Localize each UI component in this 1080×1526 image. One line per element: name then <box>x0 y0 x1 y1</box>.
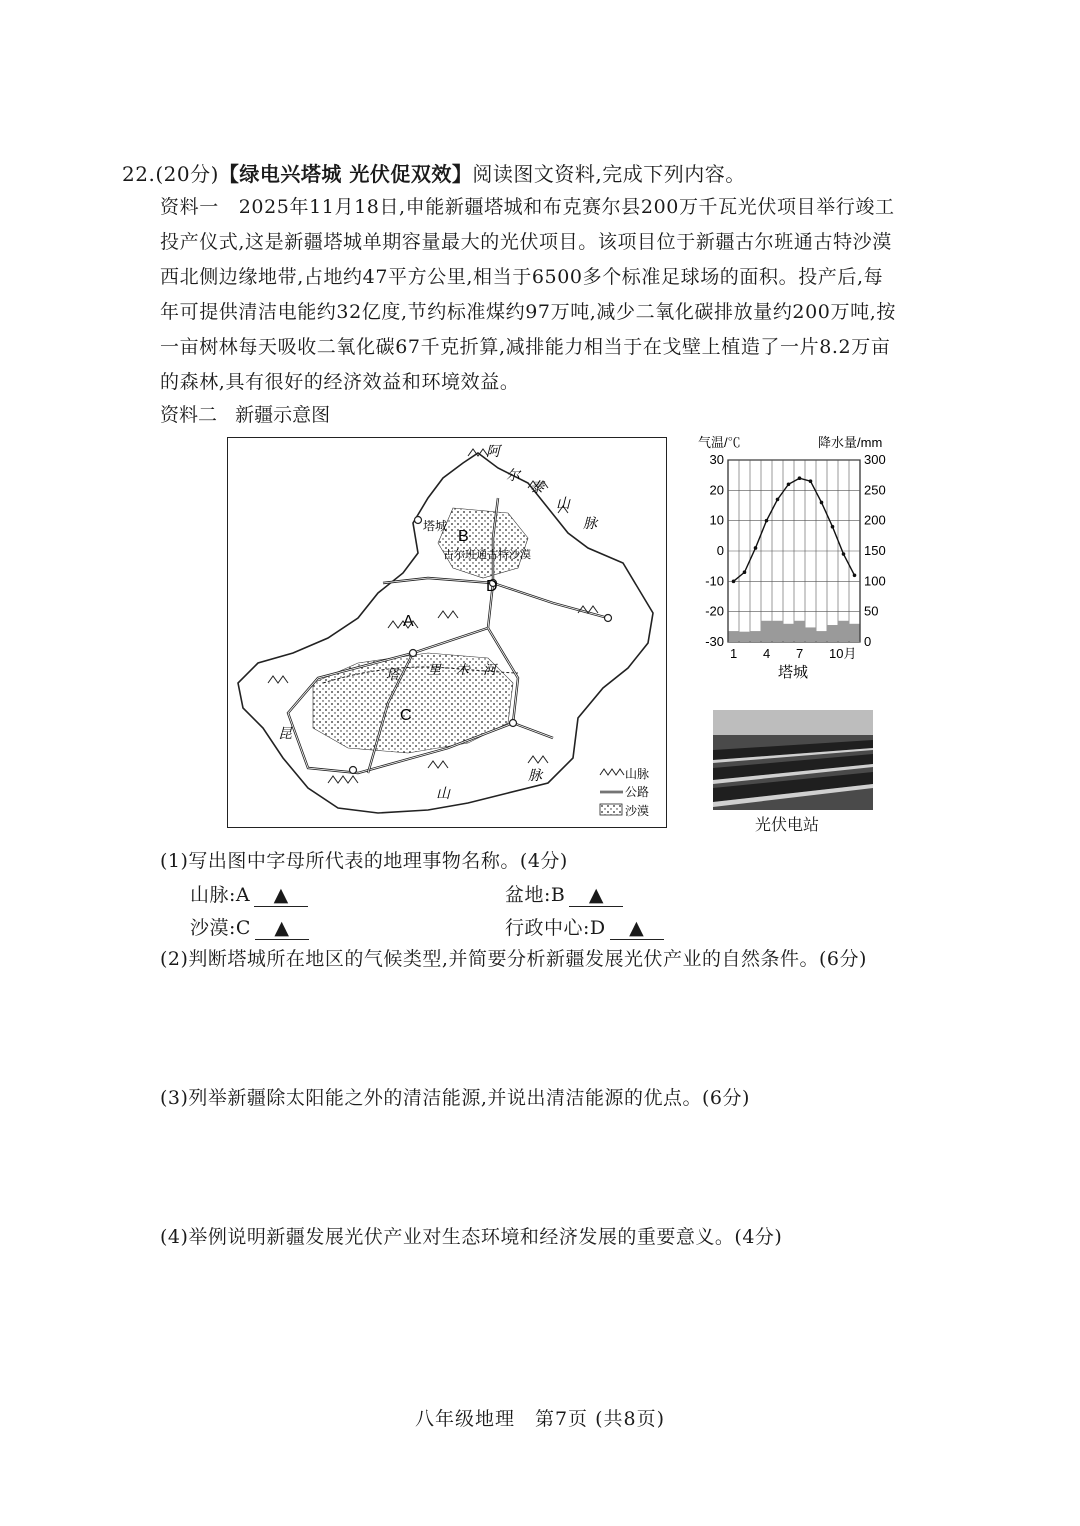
material-one-line: 资料一 2025年11月18日,申能新疆塔城和布克赛尔县200万千瓦光伏项目举行竣工 <box>160 196 895 218</box>
temp-tick-label: 10 <box>709 512 724 528</box>
precip-bar <box>795 621 805 642</box>
precip-tick-label: 300 <box>864 452 886 467</box>
precip-axis-label: 降水量/mm <box>818 435 883 450</box>
temp-point <box>831 525 835 529</box>
material-one-line: 年可提供清洁电能约32亿度,节约标准煤约97万吨,减少二氧化碳排放量约200万吨,按 <box>160 301 896 323</box>
map-letter-d: D <box>486 578 498 595</box>
svg-text:河: 河 <box>483 663 497 678</box>
chart-location: 塔城 <box>778 663 809 681</box>
temp-tick-label: 20 <box>709 482 724 498</box>
temp-tick-label: -20 <box>705 603 724 619</box>
precip-bar <box>806 627 816 642</box>
chart-grid <box>728 460 860 642</box>
map-letter-b: B <box>458 528 469 545</box>
svg-text:山: 山 <box>556 496 570 512</box>
precip-bar <box>784 624 794 642</box>
temp-axis-label: 气温/℃ <box>698 435 741 450</box>
temp-tick-label: 0 <box>716 543 724 558</box>
material-one-line: 投产仪式,这是新疆塔城单期容量最大的光伏项目。该项目位于新疆古尔班通古特沙漠 <box>160 231 892 253</box>
svg-text:里: 里 <box>428 663 442 678</box>
material-one-label: 资料一 <box>160 196 219 218</box>
temp-point <box>787 482 791 486</box>
precip-tick-label: 200 <box>864 512 886 528</box>
svg-text:沙漠: 沙漠 <box>625 804 650 818</box>
q4-prompt: (4)举例说明新疆发展光伏产业对生态环境和经济发展的重要意义。(4分) <box>160 1226 783 1248</box>
answer-blank[interactable]: ▲ <box>254 884 308 907</box>
temp-point <box>732 580 736 584</box>
page-footer: 八年级地理 第7页 (共8页) <box>414 1408 666 1430</box>
question-score: (20分) <box>155 162 219 186</box>
precip-tick-label: 100 <box>864 573 886 589</box>
map-label-gurbantunggut: 古尔班通古特沙漠 <box>443 549 531 561</box>
map-letter-c: C <box>400 707 412 724</box>
precip-bar <box>817 631 827 642</box>
material-one-line: 的森林,具有很好的经济效益和环境效益。 <box>160 371 520 393</box>
precip-bar <box>729 631 739 642</box>
material-two-label: 资料二 <box>160 404 218 426</box>
month-tick-label: 4 <box>763 646 771 661</box>
pv-panels-image <box>713 710 873 810</box>
precip-tick-label: 0 <box>864 634 872 649</box>
temp-point <box>743 570 747 574</box>
temp-point <box>765 519 769 523</box>
precip-tick-label: 250 <box>864 482 886 498</box>
temp-point <box>776 498 780 502</box>
answer-blank[interactable]: ▲ <box>610 917 664 940</box>
temp-tick-label: 30 <box>709 452 724 467</box>
svg-text:脉: 脉 <box>583 516 597 532</box>
precip-bar <box>850 624 860 642</box>
material-one-line: 西北侧边缘地带,占地约47平方公里,相当于6500多个标准足球场的面积。投产后,每 <box>160 266 884 288</box>
precip-tick-label: 50 <box>864 603 879 619</box>
q1-prompt: (1)写出图中字母所代表的地理事物名称。(4分) <box>160 850 568 872</box>
temp-point <box>842 552 846 556</box>
region-outline <box>238 453 653 813</box>
svg-text:阿: 阿 <box>486 444 500 460</box>
svg-text:木: 木 <box>456 663 470 678</box>
q1-item-desert: 沙漠:C ▲ <box>190 913 309 940</box>
q1-item-admin-center: 行政中心:D ▲ <box>505 913 664 940</box>
map-letter-a: A <box>403 613 414 630</box>
svg-text:山: 山 <box>436 786 450 802</box>
climate-chart <box>690 430 900 685</box>
precip-bar <box>740 632 750 642</box>
material-two-title: 新疆示意图 <box>235 404 331 426</box>
photo-caption: 光伏电站 <box>755 815 820 834</box>
temp-tick-label: -10 <box>705 573 724 589</box>
question-header <box>122 158 746 187</box>
question-topic: 【绿电兴塔城 光伏促双效】 <box>218 162 473 186</box>
pv-station-photo <box>713 710 873 810</box>
material-two <box>160 400 330 427</box>
precip-bar <box>773 621 783 642</box>
map-label-tacheng: 塔城 <box>423 519 448 533</box>
answer-blank[interactable]: ▲ <box>569 884 623 907</box>
question-number: 22. <box>122 162 156 186</box>
answer-blank[interactable]: ▲ <box>255 917 309 940</box>
precip-bar <box>839 621 849 642</box>
xinjiang-map <box>227 437 667 828</box>
temp-tick-label: -30 <box>705 634 724 649</box>
material-one-line: 一亩树林每天吸收二氧化碳67千克折算,减排能力相当于在戈壁上植造了一片8.2万亩 <box>160 336 891 358</box>
svg-text:昆: 昆 <box>278 726 292 742</box>
svg-text:山脉: 山脉 <box>625 767 650 781</box>
q2-prompt: (2)判断塔城所在地区的气候类型,并简要分析新疆发展光伏产业的自然条件。(6分) <box>160 948 867 970</box>
svg-text:塔: 塔 <box>386 668 400 683</box>
svg-text:公路: 公路 <box>625 785 650 799</box>
q1-item-mountain: 山脉:A ▲ <box>190 880 308 907</box>
svg-text:泰: 泰 <box>530 480 544 496</box>
month-tick-label: 7 <box>796 646 804 661</box>
precip-tick-label: 150 <box>864 543 886 558</box>
temp-point <box>798 476 802 480</box>
month-tick-label: 1 <box>730 646 738 661</box>
material-one <box>160 190 960 400</box>
precip-bar <box>751 631 761 642</box>
q1-item-basin: 盆地:B ▲ <box>505 880 623 907</box>
question-instruction: 阅读图文资料,完成下列内容。 <box>472 162 746 186</box>
temp-point <box>809 479 813 483</box>
temp-point <box>820 501 824 505</box>
precip-bar <box>828 625 838 642</box>
q3-prompt: (3)列举新疆除太阳能之外的清洁能源,并说出清洁能源的优点。(6分) <box>160 1087 750 1109</box>
temp-point <box>853 573 857 577</box>
svg-text:脉: 脉 <box>528 768 542 784</box>
map-legend <box>600 767 649 818</box>
svg-text:尔: 尔 <box>506 468 520 484</box>
month-tick-label: 10月 <box>829 646 857 661</box>
junggar-desert <box>438 508 528 578</box>
temp-point <box>754 546 758 550</box>
xinjiang-map-svg <box>228 438 666 827</box>
precip-bar <box>762 621 772 642</box>
